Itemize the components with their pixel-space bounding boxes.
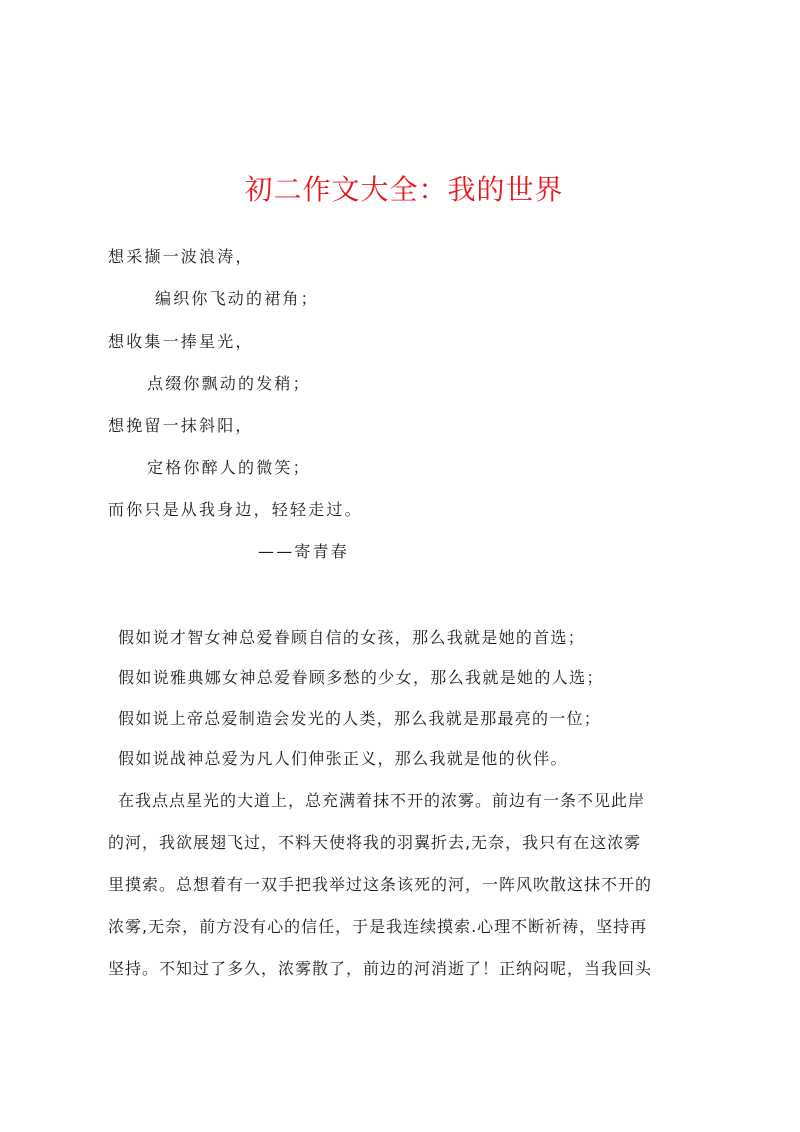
paragraph-line-2: 的河，我欲展翅飞过，不料天使将我的羽翼折去,无奈，我只有在这浓雾 — [108, 833, 642, 852]
poem-line-5: 想挽留一抹斜阳， — [108, 416, 254, 435]
supposition-line-4: 假如说战神总爱为凡人们伸张正义，那么我就是他的伙伴。 — [118, 749, 568, 768]
document-title: 初二作文大全：我的世界 — [244, 173, 564, 206]
poem-attribution: ——寄青春 — [258, 542, 350, 561]
supposition-line-1: 假如说才智女神总爱眷顾自信的女孩，那么我就是她的首选； — [118, 628, 586, 647]
supposition-line-2: 假如说雅典娜女神总爱眷顾多愁的少女，那么我就是她的人选； — [118, 668, 604, 687]
paragraph-line-5: 坚持。不知过了多久，浓雾散了，前边的河消逝了！正纳闷呢，当我回头 — [108, 959, 653, 978]
poem-line-3: 想收集一捧星光， — [108, 332, 254, 351]
paragraph-line-1: 在我点点星光的大道上，总充满着抹不开的浓雾。前边有一条不见此岸 — [118, 791, 646, 810]
supposition-line-3: 假如说上帝总爱制造会发光的人类，那么我就是那最亮的一位； — [118, 709, 602, 728]
poem-line-6: 定格你醉人的微笑； — [147, 458, 311, 477]
poem-line-2: 编织你飞动的裙角； — [155, 289, 319, 308]
paragraph-line-4: 浓雾,无奈，前方没有心的信任，于是我连续摸索.心理不断祈祷，坚持再 — [108, 917, 648, 936]
poem-line-4: 点缀你飘动的发稍； — [147, 374, 311, 393]
poem-line-7: 而你只是从我身边，轻轻走过。 — [108, 500, 363, 519]
paragraph-line-3: 里摸索。总想着有一双手把我举过这条该死的河，一阵风吹散这抹不开的 — [108, 875, 653, 894]
poem-line-1: 想采撷一波浪涛， — [108, 247, 254, 266]
